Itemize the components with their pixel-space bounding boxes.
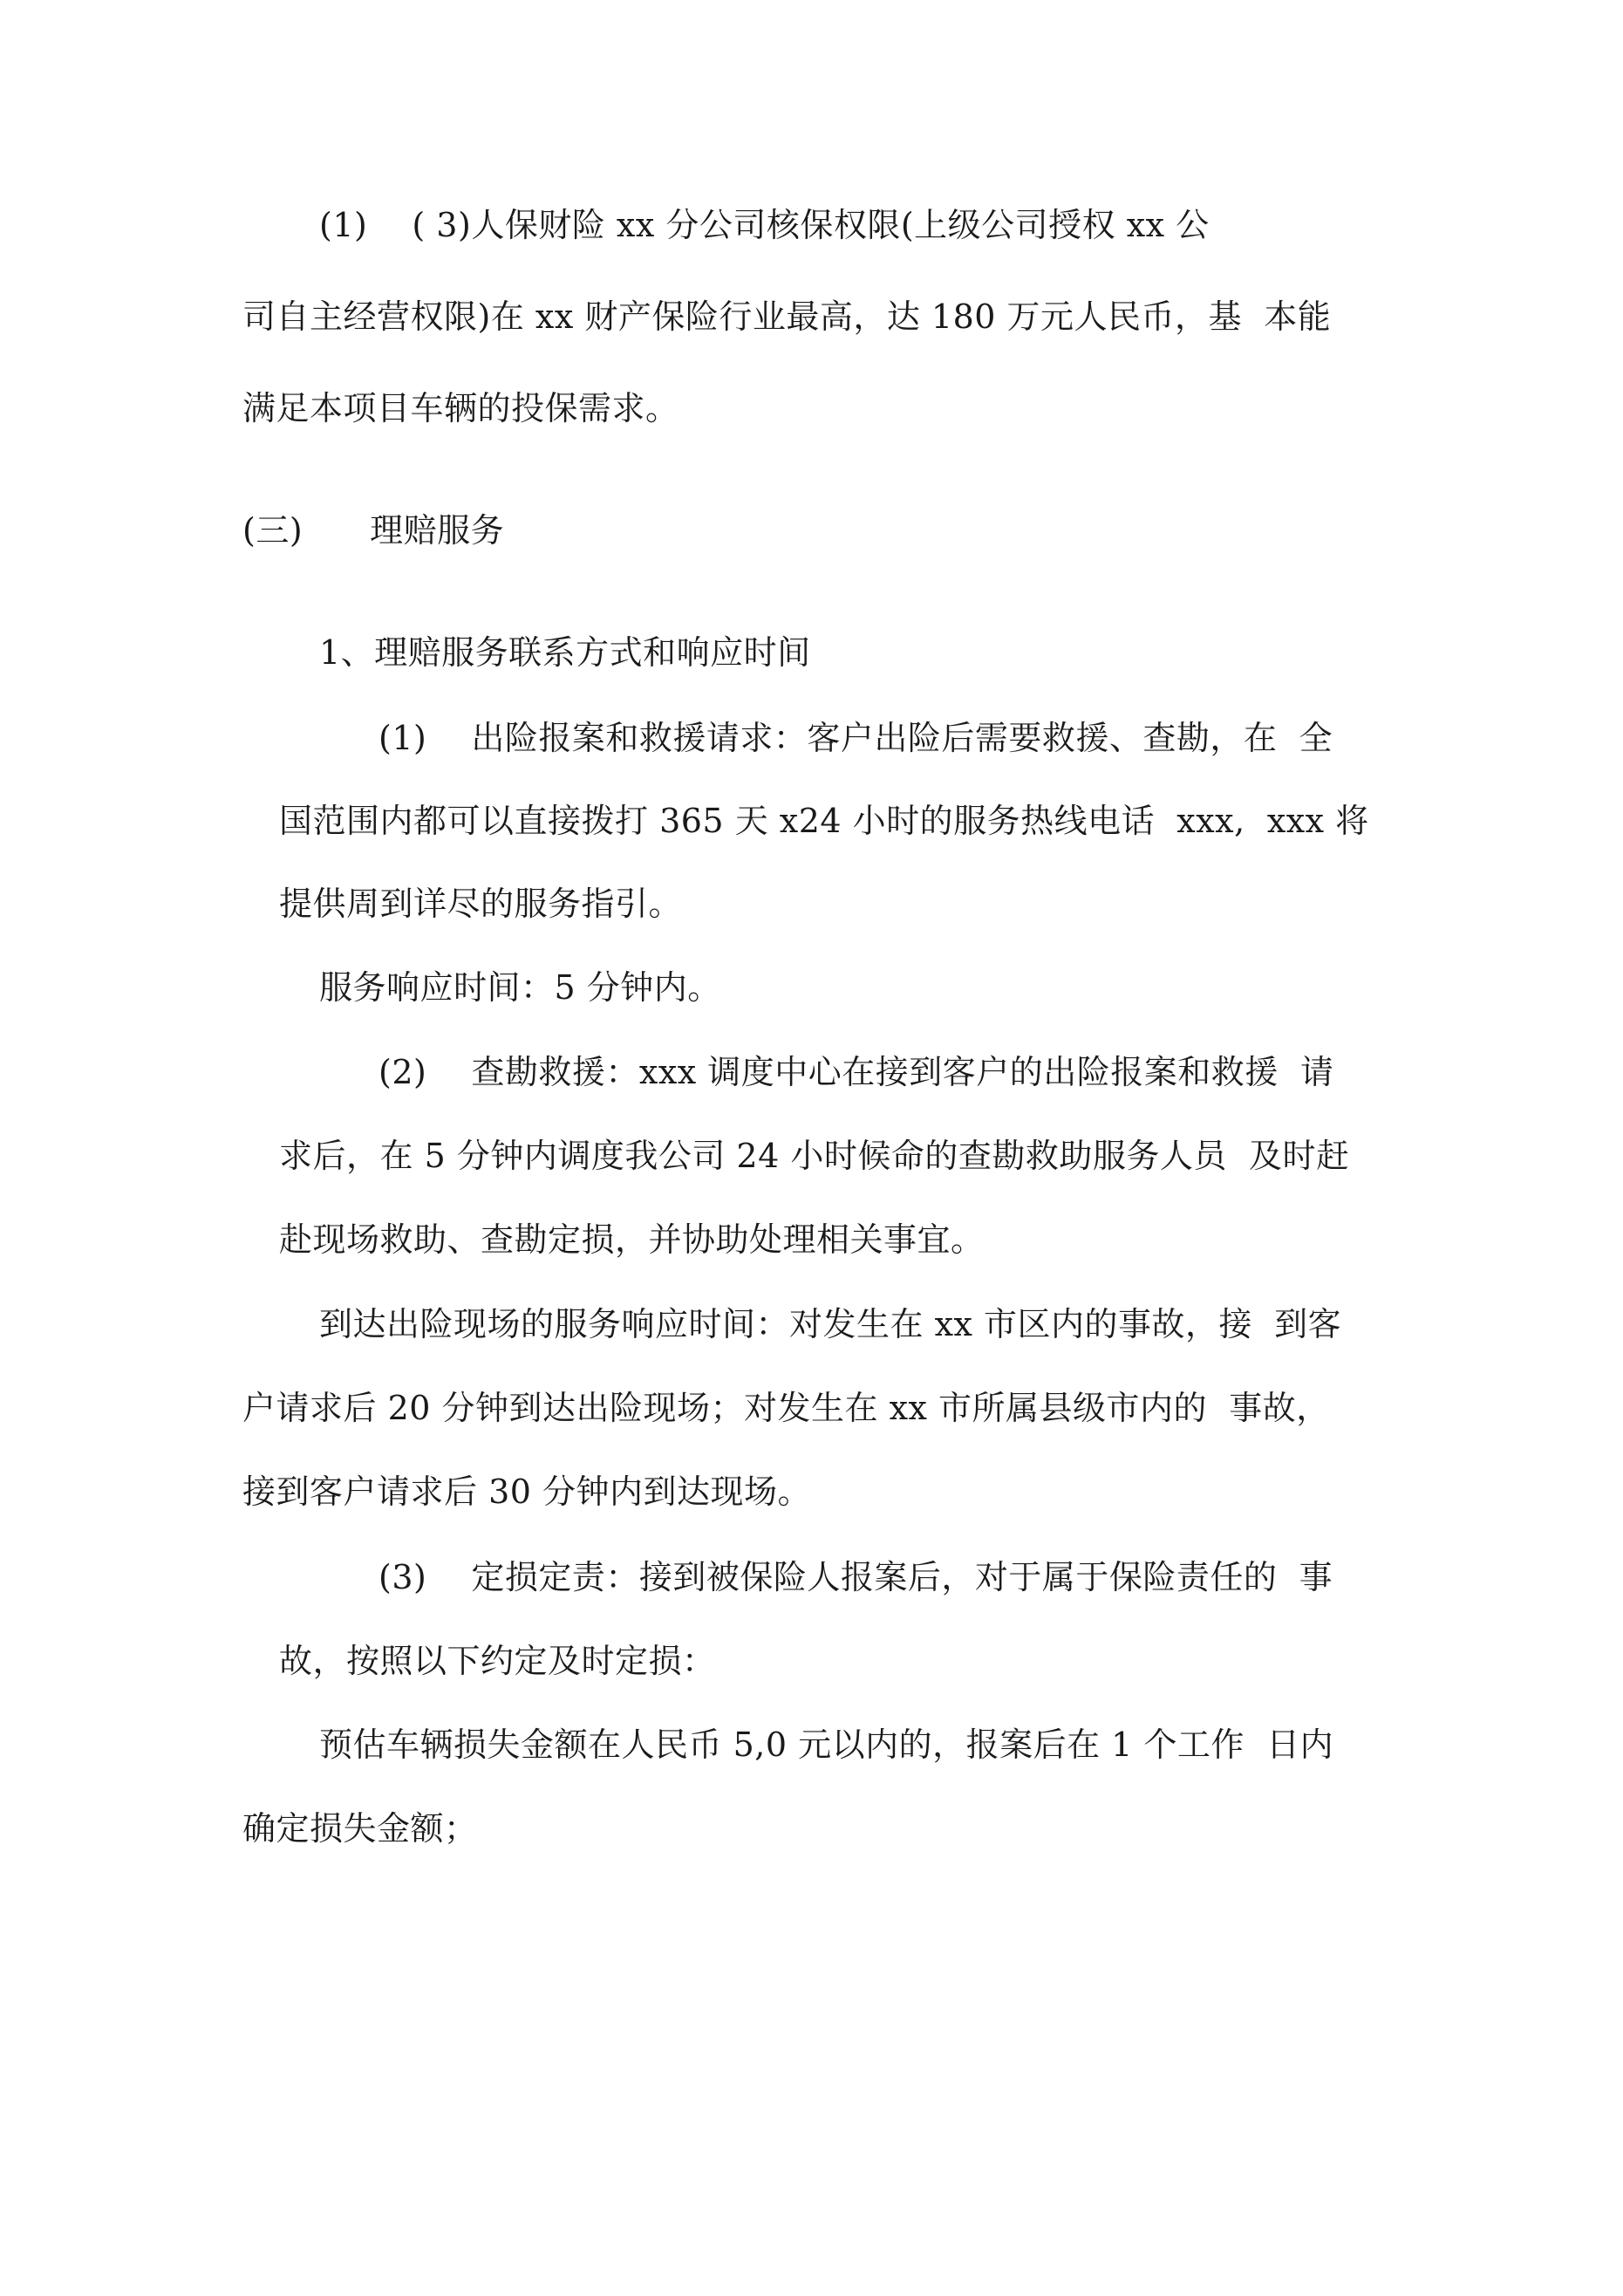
text-line: 国范围内都可以直接拨打 365 天 x24 小时的服务热线电话 xxx, xxx 将: [279, 802, 1369, 840]
text-line: 赴现场救助、查勘定损，并协助处理相关事宜。: [279, 1220, 985, 1259]
text-line: 服务响应时间：5 分钟内。: [319, 968, 721, 1007]
text-line: (2) 查勘救援：xxx 调度中心在接到客户的出险报案和救援 请: [378, 1053, 1334, 1091]
subsection-heading: 1、理赔服务联系方式和响应时间: [319, 633, 811, 672]
text-line: 到达出险现场的服务响应时间：对发生在 xx 市区内的事故，接 到客: [319, 1305, 1342, 1343]
text-line: 求后，在 5 分钟内调度我公司 24 小时候命的查勘救助服务人员 及时赶: [279, 1137, 1350, 1175]
text-line: (1) 出险报案和救援请求：客户出险后需要救援、查勘，在 全: [378, 719, 1333, 757]
text-line: 确定损失金额；: [242, 1809, 478, 1848]
section-heading: (三) 理赔服务: [242, 511, 505, 550]
text-line: (1) ( 3)人保财险 xx 分公司核保权限(上级公司授权 xx 公: [319, 206, 1210, 244]
text-line: 预估车辆损失金额在人民币 5,0 元以内的，报案后在 1 个工作 日内: [319, 1725, 1334, 1764]
text-line: 接到客户请求后 30 分钟内到达现场。: [242, 1473, 812, 1511]
text-line: 司自主经营权限)在 xx 财产保险行业最高，达 180 万元人民币，基 本能: [242, 297, 1332, 336]
text-line: 满足本项目车辆的投保需求。: [242, 389, 679, 427]
text-line: (3) 定损定责：接到被保险人报案后，对于属于保险责任的 事: [378, 1558, 1333, 1596]
text-line: 提供周到详尽的服务指引。: [279, 885, 683, 923]
text-line: 故，按照以下约定及时定损：: [279, 1642, 716, 1680]
text-line: 户请求后 20 分钟到达出险现场；对发生在 xx 市所属县级市内的 事故，: [242, 1389, 1330, 1427]
